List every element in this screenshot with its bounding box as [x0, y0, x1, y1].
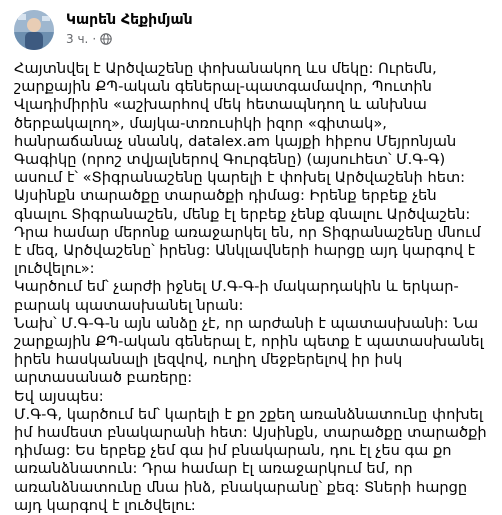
- avatar[interactable]: [14, 10, 54, 50]
- post-meta: [66, 32, 112, 46]
- post-body: [14, 60, 490, 515]
- post-time[interactable]: 3 ч.: [66, 32, 89, 46]
- post-header: [14, 10, 494, 50]
- post-paragraph: Հայտնվել է Արծվաշենը փոխանակող ևս մեկը: Ուրեմն, շարքային ՔՊ-ական գեներալ-պատգամավոր, Պուտին Վլադիմիրին «աշխարհով մեկ հետապնդող և անխնա ծերբակալող», մայկա-տռուսիկի իզոր «գիտակ», հանրաճանաչ սնանկ, datalex.am կայքի հիբոս Մեյրոնյան Գագիկը (որոշ տվյալներով Գուրգենը) (այսուհետ՝ Մ.Գ-Գ) ասում է՝ «Տիգրանաշենը կարելի է փոխել Արծվաշենի հետ:: [14, 60, 466, 187]
- post-paragraph: Եվ այսպես:: [14, 387, 104, 405]
- author-name[interactable]: Կարեն Հեքիմյան: [66, 12, 193, 28]
- post-paragraph: Այսինքն տարածքը տարածքի դիմաց: Իրենք երբեք չեն գնալու Տիգրանաշեն, մենք էլ երբեք չենք գնալու Արծվաշեն: Դրա համար մերոնք առաջարկել են, որ Տիգրանաշենը մնում է մեզ, Արծվաշենը՝ իրենց: Անկլավների հարցը այդ կարգով է լուծվելու»:: [14, 187, 481, 278]
- globe-icon: [100, 33, 112, 45]
- post-paragraph: Մ.Գ-Գ, կարծում եմ՝ կարելի է քո շքեղ առանձնատունը փոխել իմ համեստ բնակարանի հետ: Այսինքն, տարածքը տարածքի դիմաց: Ես երբեք չեմ գա իմ բնակարան, դու էլ չես գա քո առանձնատուն: Դրա համար էլ առաջարկում եմ, որ առանձնատունը մնա ինձ, բնակարանը՝ քեզ: Տների հարցը այդ կարգով է լուծվելու:: [14, 405, 487, 514]
- avatar-photo: [14, 10, 54, 50]
- meta-separator: ·: [92, 32, 97, 46]
- post-paragraph: Նախ՝ Մ.Գ-Գ-ն այն անձը չէ, որ արժանի է պատասխանի: Նա շարքային ՔՊ-ական գեներալ է, որին պետք է պատասխանել իրեն հասկանալի լեզվով, ուղիղ մեջբերելով իր իսկ արտասանած բառերը:: [14, 314, 484, 387]
- post-paragraph: Կարծում եմ՝ չարժի իջնել Մ.Գ-Գ-ի մակարդակին և երկար-բարակ պատասխանել նրան:: [14, 278, 459, 314]
